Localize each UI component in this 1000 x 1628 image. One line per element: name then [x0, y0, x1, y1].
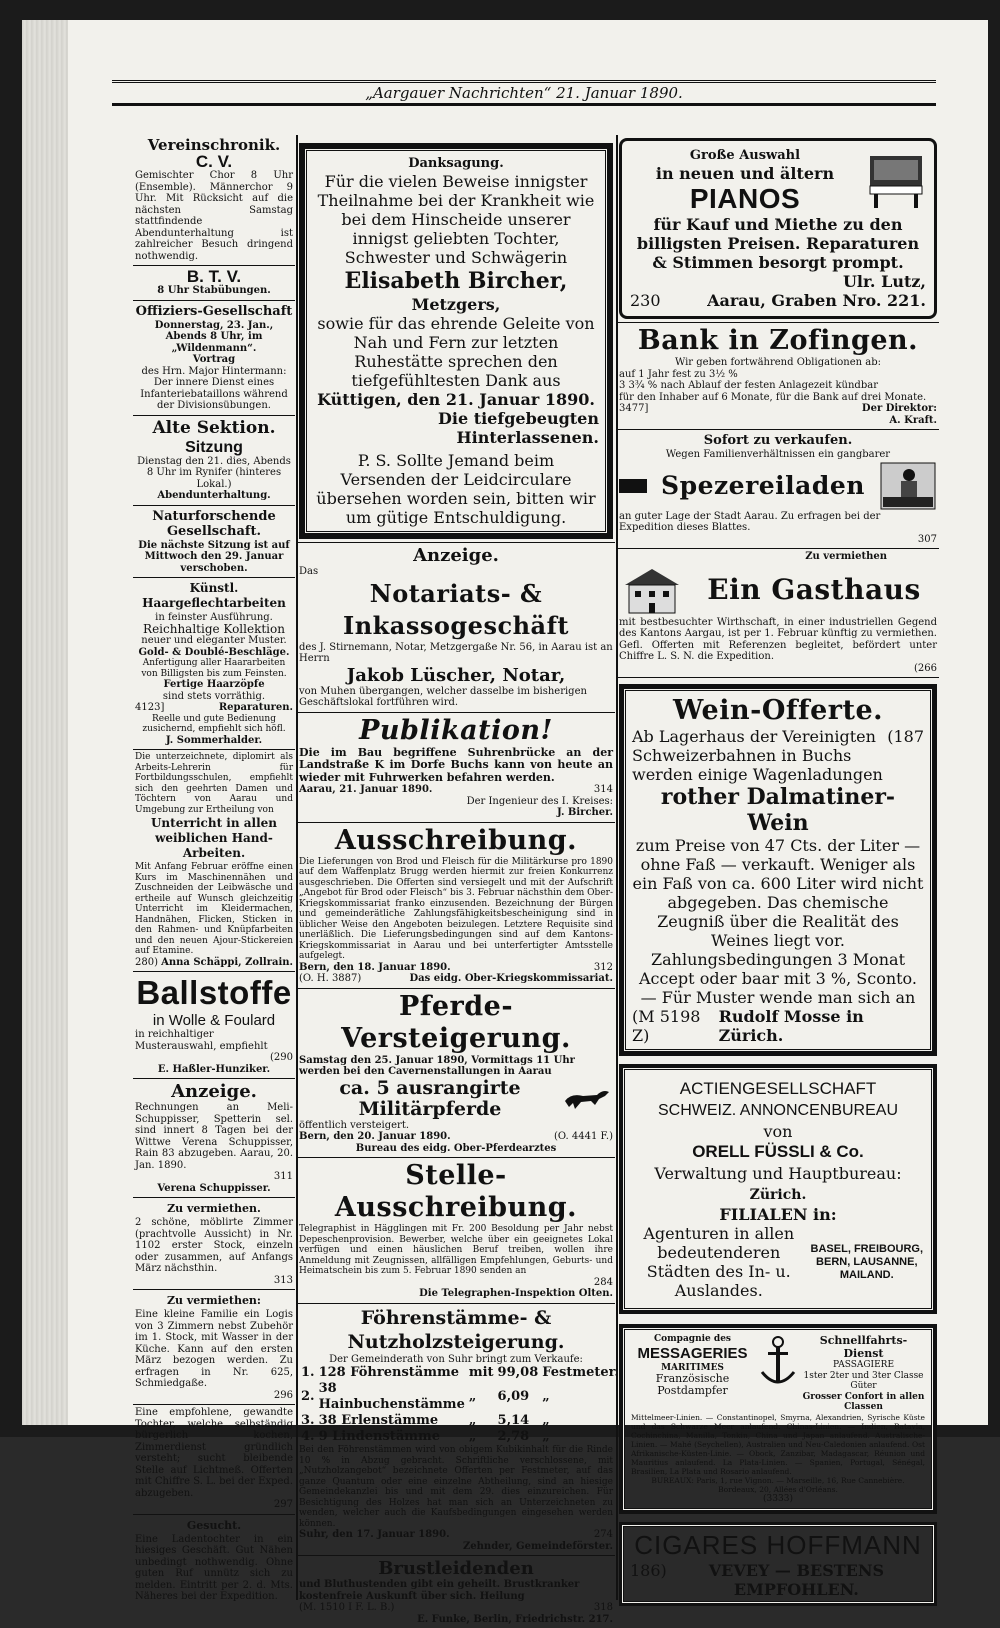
table-row — [299, 1381, 621, 1413]
stelle-ad — [297, 1158, 615, 1304]
ad-number: 318 — [593, 1602, 613, 1613]
notariat-ad — [297, 542, 615, 713]
heading: Pferde-Versteigerung. — [341, 990, 571, 1054]
text: Der Direktor: — [861, 403, 937, 414]
heading: Große Auswahl — [689, 148, 801, 163]
text: Französische Postdampfer — [655, 1372, 730, 1397]
anchor-icon — [758, 1334, 798, 1390]
text: Mittelmeer-Linien. — Constantinopel, Smyrna, Alexandrien, Syrische Küste und das Schwarze Meer anlaufend. Chinas-Linien. — Indien, Batavia, Cochinchina, Manilla, Tonkin, China und Japan anlaufend. Australische-Linien. — Mahé (Seychellen), Australien und Neu-Caledonien anlaufend. Ost Afrikanische-Küsten-Linie. — Obock, Zanzibar, Madagascar, Réunion und Mauritius anlaufend. La Plata-Linien. — Spanien, Portugal, Sénégal, Brasilien, La Plata und Rosario anlaufend. — [631, 1412, 925, 1476]
ad-number: 230 — [630, 291, 661, 310]
heading: Zu vermiethen. — [167, 1202, 261, 1215]
text: in neuen und ältern — [655, 164, 835, 183]
text: Reelle und gute Bedienung zusichernd, empfiehlt sich höfl. — [142, 713, 286, 734]
text: und Bluthustenden gibt ein geheilt. Brustkranker kostenfreie Auskunft über sich. Heilung — [299, 1579, 580, 1602]
signature: Verena Schuppisser. — [157, 1182, 271, 1194]
signature: A. Kraft. — [889, 414, 937, 426]
ad-code: (M. 1510 I F. L. B.) — [299, 1602, 395, 1613]
text: Eine Ladentochter in ein hiesiges Geschäft. Gut Nähen unbedingt nothwendig. Ohne guten Ruf unnütz sich zu melden. Eintritt per 2. d. Mts. Näheres bei der Expedition. — [135, 1533, 293, 1602]
heading: Offiziers-Gesellschaft — [135, 303, 293, 319]
table-cell: mit — [468, 1365, 494, 1380]
tochter-ad — [133, 1405, 295, 1515]
haar-ad — [133, 578, 295, 750]
text: Der Gemeinderath von Suhr bringt zum Verkaufe: — [329, 1353, 583, 1365]
text: Telegraphist in Hägglingen mit Fr. 200 Besoldung per Jahr nebst Depeschenprovision. Bewerber, welche über ein geeignetes Lokal verfügen und einen häuslichen Beruf treiben, wollen ihre Anmeldung mit Zeugnissen, allfälligen Empfehlungen, Geburts- und Heimatschein bis zum 5. Februar 1890 senden an — [299, 1224, 613, 1276]
table-cell: 6,09 — [497, 1389, 530, 1404]
table-cell: 1. — [301, 1365, 315, 1380]
signature: Die tiefgebeugten Hinterlassenen. — [438, 409, 599, 447]
text: Bern, den 20. Januar 1890. — [299, 1131, 451, 1142]
text: VEVEY — BESTENS EMPFOHLEN. — [708, 1561, 885, 1599]
ad-number: 307 — [917, 533, 937, 545]
text: neuer und eleganter Muster. — [141, 635, 287, 646]
table-cell: 38 Erlenstämme — [318, 1413, 439, 1428]
text: BUREAUX: Paris, 1, rue Vignon. — Marseille, 16, Rue Cannebière. Bordeaux, 20, Allées d'Orléans. — [651, 1475, 905, 1494]
text: Der Ingenieur des I. Kreises: — [466, 795, 613, 807]
natur-notice — [133, 506, 295, 579]
heading: ACTIENGESELLSCHAFT — [679, 1079, 877, 1098]
pianos-ad — [619, 138, 937, 319]
text: Aarau, Graben Nro. 221. — [707, 291, 926, 310]
vermiethen-ad-2 — [133, 1290, 295, 1405]
heading: Wein-Offerte. — [672, 695, 884, 726]
heading: Notariats- & Inkassogeschäft — [343, 578, 569, 640]
text: Wir geben fortwährend Obligationen ab: — [674, 357, 882, 368]
ad-number: (187 — [887, 727, 924, 746]
heading: Ein Gasthaus — [707, 572, 921, 606]
text: mit bestbesuchter Wirthschaft, in einer industriellen Gegend des Kantons Aargau, ist per 1. Februar künftig zu vermiethen. Gefl. Offerten mit Referenzen begleitet, befördert unter Chiffre L. S. N. die Expedition. — [619, 616, 937, 662]
ad-number: 297 — [273, 1499, 293, 1510]
heading: Spezereiladen — [661, 470, 865, 500]
text: PASSAGIERE — [832, 1360, 895, 1370]
heading: Stelle-Ausschreibung. — [334, 1160, 578, 1223]
table-row — [299, 1413, 621, 1429]
signature: Bureau des eidg. Ober-Pferdearztes — [355, 1142, 557, 1154]
heading: Sitzung — [185, 438, 243, 456]
piano-icon — [866, 152, 926, 210]
text: Anfertigung aller Haararbeiten von Billigsten bis zum Feinsten. — [141, 658, 287, 679]
signature: E. Haßler-Hunziker. — [157, 1063, 271, 1075]
text: 8 Uhr Stabübungen. — [157, 285, 271, 296]
signature: Das eidg. Ober-Kriegskommissariat. — [409, 973, 613, 984]
heading: CIGARES HOFFMANN — [634, 1530, 922, 1560]
shopkeeper-icon — [879, 461, 937, 511]
text: an guter Lage der Stadt Aarau. Zu erfragen bei der Expedition dieses Blattes. — [619, 510, 881, 533]
text: in Wolle & Foulard — [152, 1012, 276, 1029]
danksagung-box — [299, 143, 613, 539]
text: BERN, LAUSANNE, — [816, 1255, 918, 1268]
ballstoffe-ad — [133, 972, 295, 1079]
text: 3 3¾ % nach Ablauf der festen Anlagezeit kündbar — [619, 380, 878, 391]
ad-number: 3477] — [619, 403, 649, 414]
table-cell: 128 Föhrenstämme — [318, 1365, 459, 1380]
ad-code: (O. 4441 F.) — [554, 1131, 613, 1142]
heading: Unterricht in allen weiblichen Hand-Arbeiten. — [150, 816, 278, 860]
text: BASEL, FREIBOURG, — [810, 1242, 923, 1255]
ad-number: 274 — [593, 1529, 613, 1540]
text: auf 1 Jahr fest zu 3½ % — [619, 368, 738, 380]
table-row — [299, 1429, 621, 1445]
text: Die unterzeichnete, diplomirt als Arbeits-Lehrerin für Fortbildungsschulen, empfiehlt sich den geehrten Damen und Töchtern von Aarau und Umgebung zur Ertheilung von — [135, 752, 293, 815]
signature: Zehnder, Gemeindeförster. — [462, 1540, 613, 1552]
anzeige-ad — [133, 1079, 295, 1198]
table-cell: „ — [542, 1389, 550, 1404]
ad-number: 186) — [630, 1561, 667, 1580]
page-spine — [22, 20, 68, 1425]
foehren-ad — [297, 1304, 619, 1557]
sektion-notice — [133, 416, 295, 506]
signature: Die Telegraphen-Inspektion Olten. — [419, 1288, 613, 1299]
text: Die nächste Sitzung ist auf Mittwoch den 29. Januar verschoben. — [138, 539, 290, 574]
vermiethen-ad-1 — [133, 1198, 295, 1290]
ad-number: 313 — [273, 1274, 293, 1286]
column-right — [617, 135, 939, 1600]
cigares-ad — [619, 1522, 937, 1606]
ad-number: 284 — [593, 1276, 613, 1288]
heading: Schnellfahrts-Dienst — [819, 1334, 908, 1360]
text: Bern, den 18. Januar 1890. — [299, 961, 451, 973]
signature: Rudolf Mosse in Zürich. — [718, 1007, 864, 1045]
text: Die Lieferungen von Brod und Fleisch für die Militärkurse pro 1890 auf dem Waffenplatz Brugg werden hiermit zur freien Konkurrenz ausgeschrieben. Die Offerten sind versiegelt und mit der Aufschrift „Angebot für Brod oder Fleisch“ bis 3. Februar nächsthin dem Ober-Kriegskommissariat franko einzusenden. Bezeichnung der Bürgen und gemeinderätliche Zahlungsfähigkeitsbescheinigung sind in üblicher Weise den Angeboten beizulegen. Letztere Requisite sind unerläßlich. Die Lieferungsbedingungen sind auf dem Kantons-Kriegskommissariat in Aarau und bei unterfertigter Amtsstelle aufgelegt. — [299, 856, 613, 961]
text: öffentlich versteigert. — [299, 1119, 410, 1131]
heading: Verwaltung und Hauptbureau: — [654, 1164, 902, 1183]
vereinschronik — [133, 135, 295, 266]
text: Ab Lagerhaus der Vereinigten Schweizerbahnen in Buchs werden einige Wagenladungen — [632, 727, 883, 784]
heading: Sofort zu verkaufen. — [703, 433, 853, 448]
wein-ad — [619, 684, 937, 1056]
publikation-ad — [297, 713, 615, 823]
heading: Anzeige. — [413, 545, 499, 566]
heading: Zu vermiethen — [805, 551, 887, 562]
text: Grosser Confort in allen Classen — [802, 1391, 925, 1412]
table-cell: Festmeter. — [542, 1365, 619, 1380]
offiziers-notice — [133, 301, 295, 416]
unterricht-ad — [133, 750, 295, 972]
text: Donnerstag, 23. Jan., Abends 8 Uhr, im „Wildenmann“. — [154, 319, 274, 354]
gasthaus-ad — [617, 549, 939, 678]
ad-number: 314 — [593, 784, 613, 795]
heading: Naturforschende Gesellschaft. — [152, 508, 276, 539]
text: in reichhaltiger Musterauswahl, empfiehlt — [135, 1029, 268, 1052]
text: Dienstag den 21. dies, Abends 8 Uhr im Rynifer (hinteres Lokal.) — [137, 455, 291, 490]
text: 2 schöne, möblirte Zimmer (prachtvolle Aussicht) in Nr. 1102 erster Stock, einzeln oder zusammen, auf Anfangs März nächsthin. — [135, 1217, 293, 1274]
column-middle — [297, 135, 619, 1625]
heading: Föhrenstämme- & Nutzholzsteigerung. — [347, 1306, 565, 1353]
spezerei-ad — [617, 430, 939, 549]
text: des J. Stirnemann, Notar, Metzgergaße Nr. 56, in Aarau ist an Herrn — [299, 641, 613, 664]
annoncen-ad — [619, 1064, 937, 1314]
text: Eine empfohlene, gewandte Tochter, welche selbständig bürgerlich kochen, Zimmerdienst gründlich versteht; sucht bleibende Stelle auf Lichtmeß. Offerten mit Chiffre S. L. bei der Exped. abzugeben. — [135, 1407, 293, 1499]
horse-icon — [561, 1087, 613, 1111]
text: des Hrn. Major Hintermann: Der innere Dienst eines Infanteriebataillons während der Divisionsübungen. — [140, 365, 288, 411]
heading: PIANOS — [689, 183, 801, 214]
ad-number: (3333) — [763, 1493, 793, 1504]
text: Fertige Haarzöpfe — [163, 679, 265, 690]
table-cell: 2,78 — [497, 1429, 530, 1444]
heading: rother Dalmatiner-Wein — [660, 784, 896, 836]
text: Vortrag — [192, 354, 236, 365]
table-cell: 9 Lindenstämme — [318, 1429, 441, 1444]
ad-code: (M 5198 Z) — [632, 1007, 701, 1045]
text: für Kauf und Miethe zu den billigsten Preisen. Reparaturen & Stimmen besorgt prompt. — [636, 215, 920, 272]
text: Samstag den 25. Januar 1890, Vormittags 11 Uhr werden bei den Cavernenstallungen in Aarau — [299, 1054, 575, 1077]
table-row — [299, 1365, 621, 1381]
heading: Publikation! — [359, 714, 553, 746]
bank-ad — [617, 322, 939, 430]
text: für den Inhaber auf 6 Monate, für die Bank auf drei Monate. — [619, 391, 927, 403]
inn-building-icon — [619, 563, 685, 617]
heading: Alte Sektion. — [152, 417, 276, 438]
heading: SCHWEIZ. ANNONCENBUREAU — [657, 1102, 899, 1119]
text: Compagnie des — [653, 1334, 731, 1344]
text: ca. 5 ausrangirte Militärpferde — [339, 1076, 521, 1120]
signature: E. Funke, Berlin, Friedrichstr. 217. — [417, 1613, 613, 1625]
text: in feinster Ausführung. — [155, 612, 273, 623]
text: MARITIMES — [661, 1362, 724, 1373]
ad-number: (290 — [270, 1052, 293, 1063]
ad-number: 311 — [273, 1171, 293, 1182]
text: P. S. Sollte Jemand beim Versenden der Leidcirculare übersehen worden sein, bitten wir um gütige Entschuldigung. — [316, 451, 596, 527]
text: Mit Anfang Februar eröffne einen Kurs im Maschinennähen und Zuschneiden der Leibwäsche und ertheile auf Wunsch gleichzeitig Unterricht im Kleidermachen, Handnähen, Flicken, Sticken in den Rahmen- und Knüpfarbeiten und den neuen Ajour-Stickereien auf Etamine. — [135, 862, 293, 956]
table-cell: „ — [468, 1389, 477, 1404]
text: Metzgers, — [411, 295, 501, 314]
signature: J. Sommerhalder. — [165, 734, 263, 746]
heading: C. V. — [195, 152, 233, 171]
heading: Anzeige. — [171, 1081, 257, 1102]
heading: Vereinschronik. — [147, 136, 281, 154]
text: zum Preise von 47 Cts. der Liter — ohne Faß — verkauft. Weniger als ein Faß von ca. 600 Liter wird nicht abgegeben. Das chemische Zeugniß über die Realität des Weines liegt vor. Zahlungsbedingungen 3 Monat Accept oder baar mit 3 %, Sconto. — Für Muster wende man sich an — [632, 836, 924, 1007]
table-cell: 5,14 — [497, 1413, 530, 1428]
table-cell: „ — [542, 1429, 550, 1444]
text: Das — [299, 566, 319, 577]
masthead: „Aargauer Nachrichten“ 21. Januar 1890. — [112, 80, 936, 106]
btv-notice — [133, 266, 295, 301]
text: MAILAND. — [839, 1268, 894, 1281]
text: Küttigen, den 21. Januar 1890. — [317, 390, 595, 409]
pferde-ad — [297, 989, 615, 1159]
table-cell: „ — [468, 1429, 477, 1444]
text: Rechnungen an Meli-Schuppisser, Spetterin sel. sind innert 8 Tagen bei der Wittwe Verena Schuppisser, Rain 83 abzugeben. Aarau, 20. Jan. 1890. — [135, 1102, 293, 1171]
text: Bei den Föhrenstämmen wird von obigem Kubikinhalt für die Rinde 10 % in Abzug gebracht. Schriftliche verschlossene, mit „Nutzholzangebot“ bezeichnete Offerten per Festmeter, auf das ganze Quantum oder eine einzelne Abtheilung, sind an hiesige Gemeindekanzlei bis und mit dem 29. dies einzureichen. Für Besichtigung des Holzes hat man sich an Unterzeichneten zu wenden, welcher auch die Kaufsbedingungen eingesehen werden können. — [299, 1445, 613, 1529]
text: sowie für das ehrende Geleite von Nah und Fern zur letzten Ruhestätte sprechen den tiefgefühltesten Dank aus — [317, 314, 595, 390]
table-cell: „ — [542, 1413, 550, 1428]
ad-number: (266 — [914, 662, 937, 674]
column-left — [133, 135, 295, 1600]
text: Wegen Familienverhältnissen ein gangbarer — [665, 449, 891, 460]
messageries-ad — [619, 1324, 937, 1514]
text: Agenturen in allen bedeutenderen Städten des In- u. Auslandes. — [643, 1224, 795, 1300]
heading: Zu vermiethen: — [167, 1294, 261, 1307]
heading: MESSAGERIES — [637, 1344, 748, 1362]
ad-number: 280) — [135, 956, 158, 968]
text: von Muhen übergangen, welcher dasselbe im bisherigen Geschäftslokal fortführen wird. — [299, 685, 587, 708]
table-cell: 3. — [301, 1413, 315, 1428]
brust-ad — [297, 1556, 615, 1628]
text: Zürich. — [749, 1187, 807, 1203]
table-cell: „ — [468, 1413, 477, 1428]
text: Eine kleine Familie ein Logis von 3 Zimmern nebst Zubehör im 1. Stock, mit Wasser in der Küche. Kann auf den ersten März bezogen werden. Zu erfragen in Nr. 625, Schmiedgaße. — [135, 1309, 293, 1389]
text: FILIALEN in: — [719, 1205, 837, 1224]
decor-bar — [619, 479, 647, 493]
ad-code: (O. H. 3887) — [299, 973, 362, 984]
heading: ORELL FÜSSLI & Co. — [692, 1142, 864, 1161]
text: Reparaturen. — [218, 702, 293, 713]
text: 1ster 2ter und 3ter Classe — [803, 1370, 924, 1381]
text: sind stets vorräthig. — [162, 690, 266, 702]
name: Elisabeth Bircher, — [344, 268, 568, 294]
table-cell: 4. — [301, 1429, 315, 1444]
text: Die im Bau begriffene Suhrenbrücke an der Landstraße K im Dorfe Buchs kann von heute an wieder mit Fuhrwerken befahren werden. — [299, 745, 613, 784]
heading: Gesucht. — [186, 1518, 242, 1532]
text: Gold- & Doublé-Beschläge. — [138, 646, 290, 658]
heading: Ballstoffe — [136, 974, 292, 1011]
heading: Brustleidenden — [378, 1558, 534, 1579]
timber-table — [299, 1365, 621, 1445]
text: Aarau, 21. Januar 1890. — [299, 784, 433, 795]
signature: J. Bircher. — [557, 807, 613, 818]
heading: B. T. V. — [186, 267, 242, 286]
ad-number: 4123] — [135, 702, 165, 713]
heading: Bank in Zofingen. — [637, 325, 919, 356]
ausschreibung-ad — [297, 823, 615, 989]
text: Güter — [850, 1381, 877, 1391]
ad-number: 296 — [273, 1389, 293, 1401]
name: Jakob Lüscher, Notar, — [346, 664, 566, 686]
heading: Ausschreibung. — [334, 824, 578, 856]
table-cell: 99,08 — [497, 1365, 539, 1380]
text: Gemischter Chor 8 Uhr (Ensemble). Männerchor 9 Uhr. Mit Rücksicht auf die nächsten Samstag stattfindende Abendunterhaltung ist zahlreicher Besuch dringend nothwendig. — [135, 170, 293, 262]
ad-number: 312 — [593, 961, 613, 973]
heading: Danksagung. — [408, 156, 504, 171]
name: Ulr. Lutz, — [842, 272, 926, 291]
gesucht-ad — [133, 1515, 295, 1606]
heading: Künstl. Haargeflechtarbeiten — [142, 581, 286, 610]
text: von — [763, 1122, 793, 1141]
signature: Anna Schäppi, Zollrain. — [161, 956, 293, 968]
text: Für die vielen Beweise innigster Theilnahme bei der Krankheit wie bei dem Hinscheide unserer innigst geliebten Tochter, Schwester und Schwägerin — [317, 172, 595, 267]
text: Abendunterhaltung. — [157, 490, 271, 501]
text: Suhr, den 17. Januar 1890. — [299, 1529, 450, 1540]
text: Reichhaltige Kollektion — [143, 621, 285, 636]
table-cell: 2. — [301, 1389, 315, 1404]
table-cell: 38 Hainbuchenstämme — [318, 1381, 465, 1412]
